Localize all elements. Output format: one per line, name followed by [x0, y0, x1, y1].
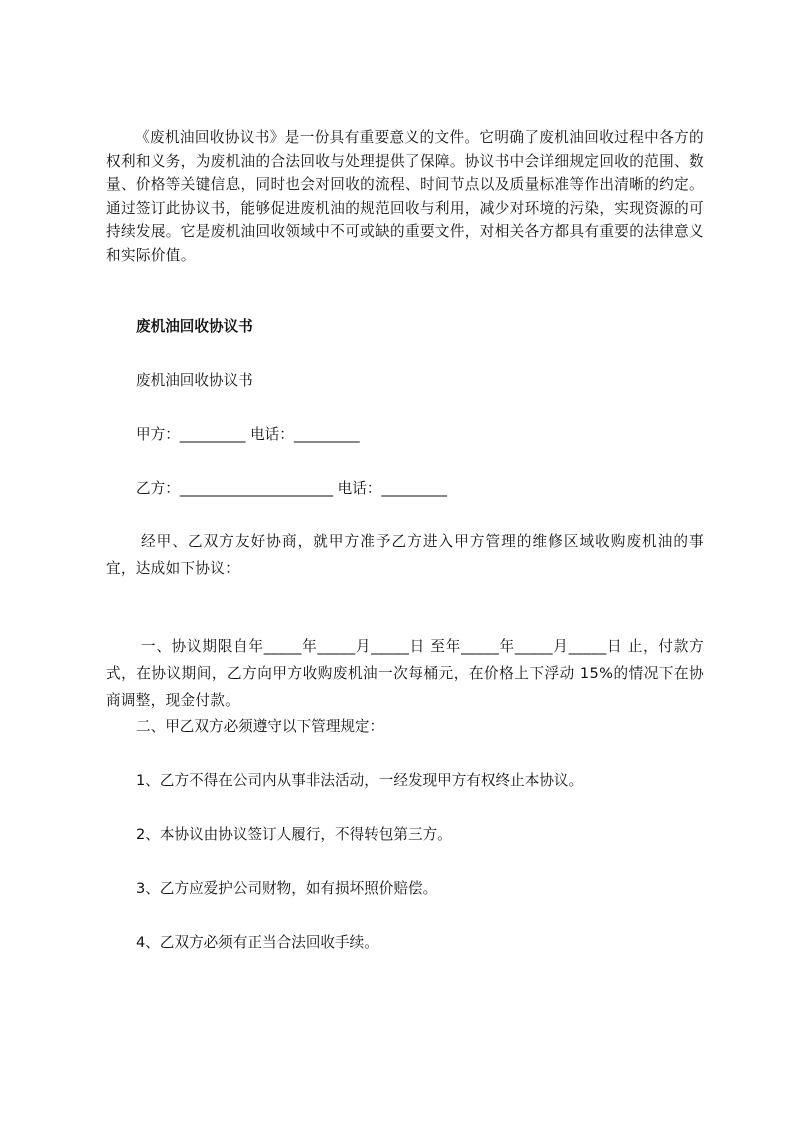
intro-paragraph: 《废机油回收协议书》是一份具有重要意义的文件。它明确了废机油回收过程中各方的权利和义务，为废机油的合法回收与处理提供了保障。协议书中会详细规定回收的范围、数量、价格等关键信息，同时也会对回收的流程、时间节点以及质量标准等作出清晰的约定。通过签订此协议书，能够促进废机油的规范回收与利用，减少对环境的污染，实现资源的可持续发展。它是废机油回收领域中不可或缺的重要文件，对相关各方都具有重要的法律意义和实际价值。	[106, 129, 704, 264]
rule-item: 4、乙双方必须有正当合法回收手续。	[136, 934, 379, 951]
rule-item: 3、乙方应爱护公司财物，如有损坏照价赔偿。	[136, 880, 438, 897]
party-b-line: 乙方：_____________________ 电话：_________	[136, 480, 448, 497]
document-title: 废机油回收协议书	[136, 318, 253, 335]
management-heading: 二、甲乙双方必须遵守以下管理规定：	[136, 718, 385, 735]
rule-item: 1、乙方不得在公司内从事非法活动，一经发现甲方有权终止本协议。	[136, 772, 584, 789]
party-a-line: 甲方：_________ 电话：_________	[136, 426, 360, 443]
document-subtitle: 废机油回收协议书	[136, 372, 253, 389]
rule-item: 2、本协议由协议签订人履行，不得转包第三方。	[136, 826, 452, 843]
term-paragraph: 一、协议期限自年_____年_____月_____日 至年_____年_____月_____日 止，付款方式，在协议期间，乙方向甲方收购废机油一次每桶元，在价格上下浮动 15%的情况下在协商调整，现金付款。	[106, 638, 704, 709]
consultation-paragraph: 经甲、乙双方友好协商，就甲方准予乙方进入甲方管理的维修区域收购废机油的事宜，达成如下协议：	[106, 533, 704, 577]
